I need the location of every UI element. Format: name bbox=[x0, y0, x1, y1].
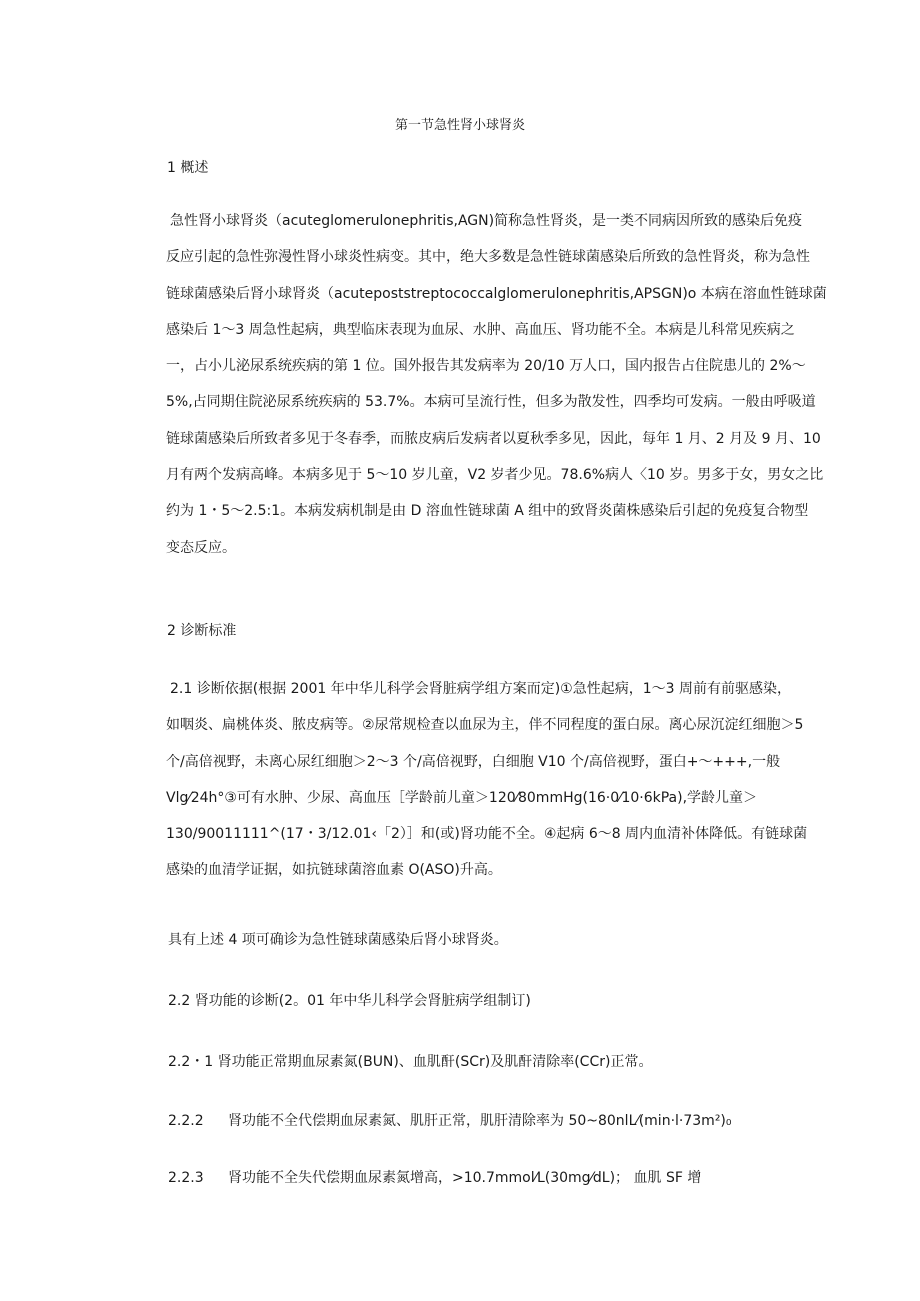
renal-function-heading: 2.2 肾功能的诊断(2。01 年中华儿科学会肾脏病学组制订) bbox=[168, 993, 531, 1009]
item-text: 肾功能不全代偿期血尿素氮、肌肝正常，肌肝清除率为 50~80nlL⁄(min·l·73m²)₀ bbox=[228, 1113, 732, 1129]
renal-compensated-stage bbox=[168, 1110, 732, 1132]
item-number: 2.2.2 bbox=[168, 1113, 204, 1129]
paragraph-line: 变态反应。 bbox=[166, 539, 236, 556]
paragraph-line: 130/90011111^(17・3/12.01‹「2）］和(或)肾功能不全。④起病 6～8 周内血清补体降低。有链球菌 bbox=[166, 826, 808, 843]
paragraph-line: 链球菌感染后肾小球肾炎（acutepoststreptococcalglomerulonephritis,APSGN)o 本病在溶血性链球菌 bbox=[166, 285, 827, 302]
paragraph-line: 5%,占同期住院泌尿系统疾病的 53.7%。本病可呈流行性，但多为散发性，四季均可发病。一般由呼吸道 bbox=[166, 394, 816, 411]
paragraph-line: Vlg⁄24h°③可有水肿、少尿、高血压［学龄前儿童＞120⁄80mmHg(16·0⁄10·6kPa),学龄儿童＞ bbox=[166, 789, 758, 806]
paragraph-line: 感染的血清学证据，如抗链球菌溶血素 O(ASO)升高。 bbox=[166, 862, 502, 879]
paragraph-line: 个/高倍视野，未离心尿红细胞＞2～3 个/高倍视野，白细胞 V10 个/高倍视野，蛋白+～+++,一般 bbox=[166, 753, 781, 770]
renal-decompensated-stage bbox=[168, 1167, 701, 1189]
section-heading-diagnosis: 2 诊断标准 bbox=[167, 623, 237, 639]
paragraph-line: 反应引起的急性弥漫性肾小球炎性病变。其中，绝大多数是急性链球菌感染后所致的急性肾炎，称为急性 bbox=[166, 249, 810, 266]
paragraph-line: 链球菌感染后所致者多见于冬春季，而脓皮病后发病者以夏秋季多见，因此，每年 1 月、2 月及 9 月、10 bbox=[166, 430, 821, 447]
paragraph-line: 一，占小儿泌尿系统疾病的第 1 位。国外报告其发病率为 20/10 万人口，国内报告占住院患儿的 2%～ bbox=[166, 358, 806, 375]
section-heading-overview: 1 概述 bbox=[167, 160, 209, 176]
paragraph-line: 约为 1・5～2.5:1。本病发病机制是由 D 溶血性链球菌 A 组中的致肾炎菌株感染后引起的免疫复合物型 bbox=[166, 503, 809, 520]
page-title: 第一节急性肾小球肾炎 bbox=[394, 118, 525, 133]
overview-paragraph bbox=[166, 210, 827, 573]
paragraph-line: 如咽炎、扁桃体炎、脓皮病等。②尿常规检查以血尿为主，伴不同程度的蛋白尿。离心尿沉淀红细胞＞5 bbox=[166, 717, 804, 734]
item-number: 2.2.3 bbox=[168, 1170, 204, 1186]
paragraph-line: 月有两个发病高峰。本病多见于 5～10 岁儿童，V2 岁者少见。78.6%病人〈10 岁。男多于女，男女之比 bbox=[166, 467, 824, 484]
renal-normal-stage: 2.2・1 肾功能正常期血尿素氮(BUN)、血肌酐(SCr)及肌酐清除率(CCr)正常。 bbox=[168, 1054, 653, 1070]
diagnosis-basis-paragraph bbox=[166, 678, 808, 896]
paragraph-line: 急性肾小球肾炎（acuteglomerulonephritis,AGN)简称急性肾炎，是一类不同病因所致的感染后免疫 bbox=[170, 213, 803, 229]
paragraph-line: 2.1 诊断依据(根据 2001 年中华儿科学会肾脏病学组方案而定)①急性起病，1～3 周前有前驱感染， bbox=[170, 681, 791, 697]
paragraph-line: 感染后 1～3 周急性起病，典型临床表现为血尿、水肿、高血压、肾功能不全。本病是儿科常见疾病之 bbox=[166, 321, 795, 338]
diagnosis-conclusion: 具有上述 4 项可确诊为急性链球菌感染后肾小球肾炎。 bbox=[168, 932, 508, 948]
item-text: 肾功能不全失代偿期血尿素氮增高，>10.7mmol⁄L(30mg⁄dL)； 血肌 SF 增 bbox=[228, 1170, 702, 1186]
